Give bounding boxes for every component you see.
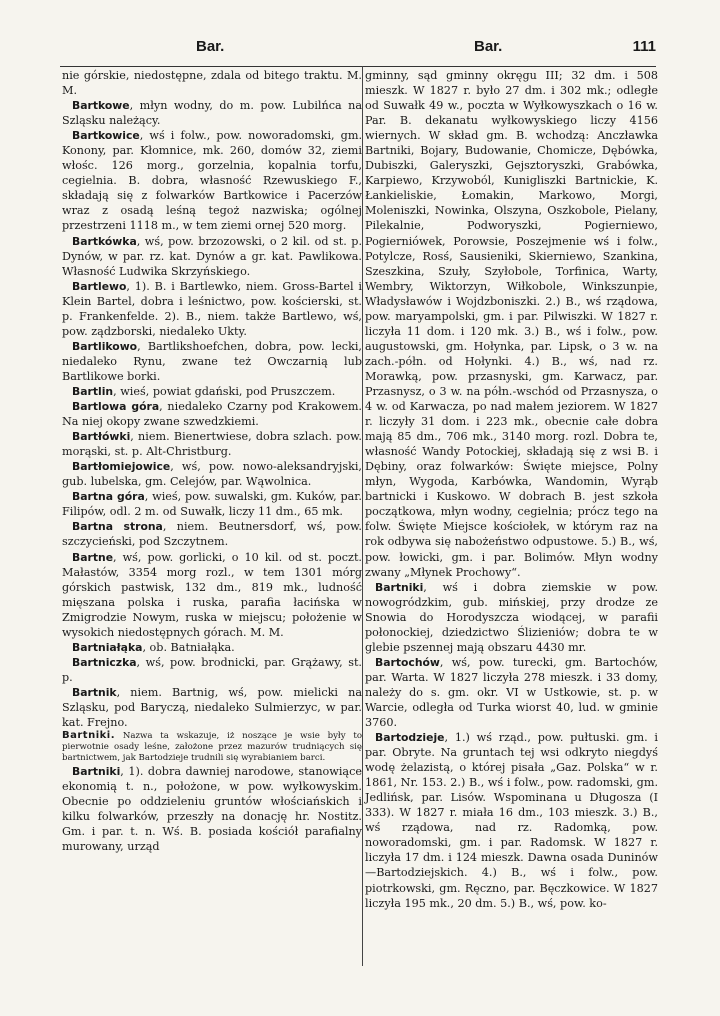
dictionary-entry bbox=[62, 550, 362, 640]
entry-headword: Bartlowa góra bbox=[72, 400, 160, 414]
entry-text: , niem. Bienertwiese, dobra szlach. pow. morąski, st. p. Alt-Christburg. bbox=[62, 430, 362, 459]
entry-text: , wś, pow. nowo-aleksandryjski, gub. lubelska, gm. Celejów, par. Wąwolnica. bbox=[62, 460, 362, 489]
entry-text: Nazwa ta wskazuje, iż noszące je wsie były to pierwotnie osady leśne, założone przez mazurów trudniących się bartnictwem, jak Bartodzieje trudnili się wyrabianiem barci. bbox=[62, 731, 362, 764]
entry-text: , młyn wodny, do m. pow. Lubilńca na Szląsku należący. bbox=[62, 99, 362, 128]
dictionary-entry bbox=[62, 384, 362, 399]
header-left: Bar. bbox=[196, 38, 225, 55]
dictionary-entry bbox=[62, 234, 362, 279]
entry-text: , wś, pow. turecki, gm. Bartochów, par. Warta. W 1827 liczyła 278 mieszk. i 33 domy, należy do s. gm. okr. VI w Ustkowie, st. p. w Warcie, odległa od Turka wiorst 40, lud. w gminie 3760. bbox=[365, 655, 658, 730]
dictionary-entry bbox=[365, 580, 658, 655]
entry-headword: Bartniałąka bbox=[72, 640, 143, 654]
header-center: Bar. bbox=[474, 38, 503, 55]
dictionary-entry bbox=[365, 655, 658, 730]
entry-headword: Bartna strona bbox=[72, 520, 163, 534]
entry-text: , 1.) wś rząd., pow. pułtuski. gm. i par. Obryte. Na gruntach tej wsi odkryto niegdyś wodę żelazistą, o której pisała „Gaz. Polska“ w r. 1861, Nr. 153. 2.) B., wś i folw., pow. radomski, gm. Jedlińsk, par. Lisów. Wspominana u Długosza (I 333). W 1827 r. miała 16 dm., 103 mieszk. 3.) B., wś rządowa, nad rz. Radomką, pow. noworadomski, gm. i par. Radomsk. W 1827 r. liczyła 17 dm. i 124 mieszk. Dawna osada Duninów—Bartodziejskich. 4.) B., wś i folw., pow. piotrkowski, gm. Ręczno, par. Bęczkowice. W 1827 liczyła 195 mk., 20 dm. 5.) B., wś, pow. ko- bbox=[365, 731, 658, 910]
dictionary-entry bbox=[62, 98, 362, 128]
entry-text: gminny, sąd gminny okręgu III; 32 dm. i 508 mieszk. W 1827 r. było 27 dm. i 302 mk.; odległe od Suwałk 49 w., poczta w Wyłkowyszkach o 16 w. Par. B. dekanatu wyłkowyskiego liczy 4156 wiernych. W skład gm. B. wchodzą: Anczławka Bartniki, Bojary, Budowanie, Chomicze, Dębówka, Dubiszki, Galeryszki, Gejsztoryszki, Grabówka, Karpiewo, Krzywoból, Kunigliszki Bartnickie, K. Łankieliskie, Łomakin, Markowo, Morgi, Moleniszki, Nowinka, Olszyna, Oszkobole, Pielany, Pilekalnie, Podworyszki, Pogierniewo, Pogierniówek, Porowsie, Poszejmenie wś i folw., Potylcze, Rosś, Sausieniki, Skierniewo, Szankina, Szeszkina, Szuły, Szyłobole, Torfinica, Warty, Wembry, Wiktorzyn, Wiłkobole, Winkszunpie, Władysławów i Wojdzboniszki. 2.) B., wś rządowa, pow. maryampolski, gm. i par. Pilwiszki. W 1827 r. liczyła 11 dom. i 120 mk. 3.) B., wś i folw., pow. augustowski, gm. Hołynka, par. Lipsk, o 3 w. na zach.-półn. od Hołynki. 4.) B., wś, nad rz. Morawką, pow. przasnyski, gm. Karwacz, par. Przasnysz, o 3 w. na półn.-wschód od Przasnysza, o 4 w. od Karwacza, po nad małem jeziorem. W 1827 r. liczyły 31 dom. i 223 mk., obecnie całe dobra mają 85 dm., 706 mk., 3140 morg. rozl. Dobra te, własność Wandy Potockiej, składają się z wsi B. i Dębiny, oraz folwarków: Święte miejsce, Polny młyn, Wygoda, Karbówka, Wandomin, Wyrąb bartnicki i Kuskowo. W dobrach B. jest szkoła początkowa, młyn wodny, cegielnia; prócz tego na folw. Święte Miejsce kościołek, w którym raz na rok odbywa się nabożeństwo odpustowe. 5.) B., wś, pow. łowicki, gm. i par. Bolimów. Młyn wodny zwany „Młynek Prochowy“. bbox=[365, 69, 658, 579]
entry-headword: Bartlikowo bbox=[72, 339, 138, 353]
entry-text: , wś, pow. brzozowski, o 2 kil. od st. p. Dynów, w par. rz. kat. Dynów a gr. kat. Pawlikowa. Własność Ludwika Skrzyńskiego. bbox=[62, 234, 362, 278]
dictionary-entry bbox=[62, 399, 362, 429]
entry-text: , niedaleko Czarny pod Krakowem. Na niej okopy zwane szwedzkiemi. bbox=[62, 400, 362, 429]
entry-text: , wś i dobra ziemskie w pow. nowogródzkim, gub. mińskiej, przy drodze ze Snowia do Horodyszcza wiodącej, w parafii połonockiej, dziedzictwo Ślizieniów; dobra te w glebie pszennej mają obszaru 4430 mr. bbox=[365, 580, 658, 654]
entry-headword: Bartochów bbox=[375, 655, 440, 669]
entry-headword: Bartniki. bbox=[62, 730, 116, 742]
entry-headword: Bartlin bbox=[72, 384, 114, 398]
entry-headword: Bartłomiejowice bbox=[72, 460, 171, 474]
dictionary-entry bbox=[62, 764, 362, 854]
dictionary-entry bbox=[62, 279, 362, 339]
entry-headword: Bartne bbox=[72, 550, 114, 564]
dictionary-entry bbox=[62, 685, 362, 730]
entry-headword: Bartkówka bbox=[72, 234, 137, 248]
entry-text: nie górskie, niedostępne, zdala od bitego traktu. M. M. bbox=[62, 69, 362, 98]
entry-text: , ob. Batniałąka. bbox=[142, 640, 235, 654]
running-header bbox=[60, 38, 656, 58]
dictionary-entry bbox=[62, 459, 362, 489]
dictionary-entry bbox=[62, 519, 362, 549]
entry-headword: Bartłówki bbox=[72, 430, 131, 444]
entry-headword: Bartlewo bbox=[72, 279, 127, 293]
entry-text: , wieś, powiat gdański, pod Pruszczem. bbox=[113, 384, 336, 398]
entry-text: , niem. Beutnersdorf, wś, pow. szczycieński, pod Szczytnem. bbox=[62, 520, 362, 549]
left-column bbox=[62, 68, 362, 854]
entry-text: , 1). dobra dawniej narodowe, stanowiące ekonomią t. n., położone, w pow. wyłkowyskim. Obecnie po oddzieleniu gruntów włościańskich i kilku folwarków, przeszły na donację hr. Nostitz. Gm. i par. t. n. Wś. B. posiada kościół parafialny murowany, urząd bbox=[62, 765, 362, 854]
entry-text: , wś, pow. gorlicki, o 10 kil. od st. poczt. Małastów, 3354 morg rozl., w tem 1301 mórg górskich pastwisk, 132 dm., 819 mk., ludność mięszana polska i ruska, parafia łacińska w Zmigrodzie Nowym, ruska w miejscu; położenie w wysokich niedostępnych górach. M. M. bbox=[62, 550, 362, 639]
column-divider bbox=[362, 66, 363, 966]
page-number: 111 bbox=[632, 38, 656, 55]
dictionary-entry bbox=[62, 68, 362, 98]
entry-headword: Bartodzieje bbox=[375, 731, 445, 745]
entry-headword: Bartna góra bbox=[72, 490, 145, 504]
dictionary-entry bbox=[62, 128, 362, 233]
entry-headword: Bartniki bbox=[375, 580, 424, 594]
dictionary-entry bbox=[62, 640, 362, 655]
entry-headword: Bartkowice bbox=[72, 129, 140, 143]
entry-headword: Bartkowe bbox=[72, 99, 130, 113]
dictionary-entry bbox=[365, 68, 658, 580]
dictionary-entry bbox=[62, 655, 362, 685]
entry-text: , wś, pow. brodnicki, par. Grążawy, st. p. bbox=[62, 655, 362, 684]
dictionary-entry bbox=[365, 730, 658, 911]
dictionary-entry bbox=[62, 489, 362, 519]
dictionary-entry bbox=[62, 730, 362, 764]
right-column bbox=[365, 68, 658, 911]
entry-headword: Bartnik bbox=[72, 685, 117, 699]
entry-text: , 1). B. i Bartlewko, niem. Gross-Bartel i Klein Bartel, dobra i leśnictwo, pow. kościerski, st. p. Frankenfelde. 2). B., niem. także Bartlewo, wś, pow. ządzborski, niedaleko Ukty. bbox=[62, 279, 362, 338]
entry-headword: Bartniki bbox=[72, 765, 121, 779]
dictionary-entry bbox=[62, 429, 362, 459]
header-rule bbox=[60, 66, 656, 67]
entry-headword: Bartniczka bbox=[72, 655, 137, 669]
entry-text: , Bartlikshoefchen, dobra, pow. lecki, niedaleko Rynu, zwane też Owczarnią lub Bartlikowe borki. bbox=[62, 339, 362, 383]
entry-text: , wieś, pow. suwalski, gm. Kuków, par. Filipów, odl. 2 m. od Suwałk, liczy 11 dm., 65 mk. bbox=[62, 490, 362, 519]
entry-text: , niem. Bartnig, wś, pow. mielicki na Szląsku, pod Baryczą, niedaleko Sulmierzyc, w par. kat. Frejno. bbox=[62, 685, 362, 730]
dictionary-entry bbox=[62, 339, 362, 384]
entry-text: , wś i folw., pow. noworadomski, gm. Konony, par. Kłomnice, mk. 260, domów 32, ziemi włośc. 126 morg., gorzelnia, kopalnia torfu, cegielnia. B. dobra, własność Rzewuskiego F., składają się z folwarków Bartkowice i Pacerzów wraz z osadą leśną tegoż nazwiska; ogólnej przestrzeni 1118 m., w tem ziemi ornej 520 morg. bbox=[62, 129, 362, 233]
